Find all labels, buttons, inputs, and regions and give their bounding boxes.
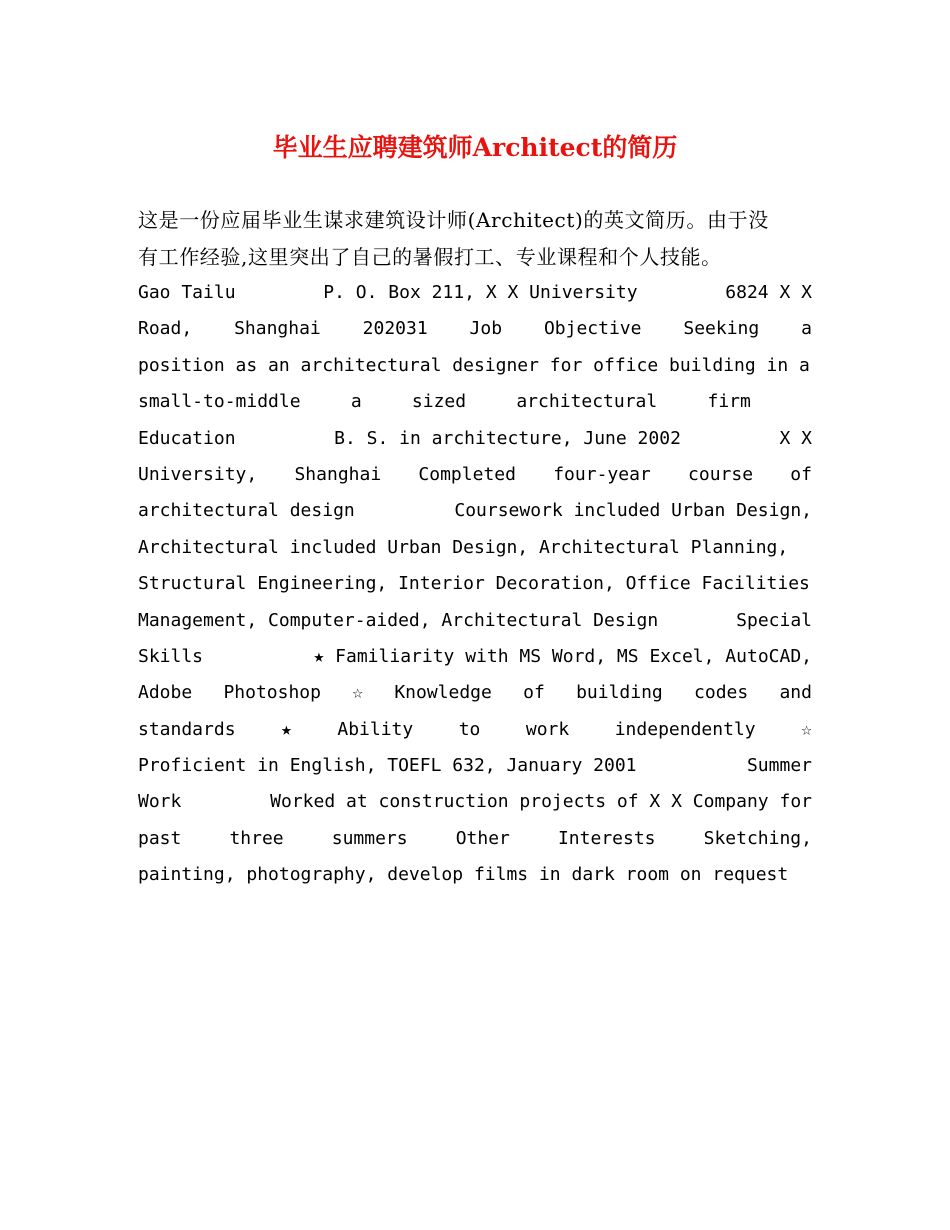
resume-segment: Sketching, <box>703 827 812 849</box>
resume-segment: three <box>229 827 284 849</box>
resume-segment <box>801 384 812 420</box>
resume-segment: position as an architectural designer for office building in a <box>138 354 810 376</box>
resume-segment: Road, <box>138 318 193 340</box>
resume-segment: codes <box>694 682 749 704</box>
resume-segment: Proficient in English, TOEFL 632, January 2001 <box>138 755 637 777</box>
resume-segment: 202031 <box>362 318 428 340</box>
resume-segment: Gao Tailu <box>138 282 236 303</box>
resume-line <box>138 275 812 311</box>
resume-segment: Photoshop <box>223 682 321 704</box>
resume-segment: X X <box>779 427 812 449</box>
resume-segment: summers <box>331 827 408 849</box>
document-body <box>138 202 812 894</box>
resume-segment: four-year <box>553 463 651 485</box>
resume-line <box>138 712 812 748</box>
resume-segment: Completed <box>418 463 516 485</box>
resume-segment: small-to-middle <box>138 391 301 413</box>
resume-line <box>138 639 812 675</box>
resume-segment: ★ Familiarity with MS Word, MS Excel, AutoCAD, <box>313 645 812 667</box>
resume-segment: course <box>688 463 754 485</box>
resume-line <box>138 748 812 784</box>
resume-segment: Other <box>455 827 510 849</box>
resume-segment: a <box>350 391 362 413</box>
resume-segment: Shanghai <box>294 463 382 485</box>
resume-segment: P. O. Box 211, X X University <box>323 282 638 303</box>
resume-line <box>138 857 812 893</box>
resume-segment: to <box>458 718 481 740</box>
intro-paragraph <box>138 202 812 275</box>
resume-segment: B. S. in architecture, June 2002 <box>334 427 681 449</box>
resume-segment: Interests <box>557 827 656 849</box>
resume-segment: Work <box>138 791 182 813</box>
resume-segment: ☆ <box>801 718 812 740</box>
resume-segment: ★ <box>281 718 292 740</box>
resume-line <box>138 566 812 602</box>
resume-segment: Management, Computer-aided, Architectural Design <box>138 609 659 631</box>
resume-line <box>138 311 812 347</box>
resume-segment: Structural Engineering, Interior Decoration, Office Facilities <box>138 573 810 595</box>
resume-segment: Adobe <box>138 682 193 704</box>
resume-segment: Special <box>736 609 812 631</box>
resume-segment: standards <box>138 718 236 740</box>
resume-segment: Objective <box>543 318 642 340</box>
resume-segment: Knowledge <box>394 682 492 704</box>
resume-segment: Seeking <box>683 318 760 340</box>
resume-segment: architectural design <box>138 500 355 522</box>
resume-segment: architectural <box>516 391 658 413</box>
resume-segment: Ability <box>337 718 414 740</box>
resume-segment: work <box>525 718 570 740</box>
resume-segment: of <box>790 463 812 485</box>
resume-segment: Shanghai <box>234 318 321 340</box>
resume-line <box>138 421 812 457</box>
resume-segment: painting, photography, develop films in dark room on request <box>138 864 789 886</box>
document-title: 毕业生应聘建筑师Architect的简历 <box>272 133 678 162</box>
resume-segment: building <box>576 682 663 704</box>
resume-segment: independently <box>614 718 756 740</box>
resume-segment: Worked at construction projects of X X Company for <box>270 791 812 813</box>
resume-segment: ☆ <box>352 682 364 704</box>
resume-line <box>138 675 812 711</box>
resume-segment: sized <box>411 391 467 413</box>
intro-line: 这是一份应届毕业生谋求建筑设计师(Architect)的英文简历。由于没 <box>138 208 769 232</box>
resume-segment: past <box>138 827 182 849</box>
resume-segment: University, <box>138 463 258 485</box>
resume-segment: Education <box>138 427 236 449</box>
resume-line <box>138 384 812 420</box>
resume-segment: Skills <box>138 645 204 667</box>
resume-line <box>138 821 812 857</box>
resume-line <box>138 784 812 820</box>
resume-segment: Coursework included Urban Design, <box>454 500 812 522</box>
resume-line <box>138 348 812 384</box>
resume-segment: Job <box>469 318 503 340</box>
resume-segment: 6824 X X <box>725 282 812 303</box>
resume-line <box>138 493 812 529</box>
resume-segment: firm <box>707 391 751 413</box>
resume-segment: a <box>801 318 812 340</box>
resume-line <box>138 530 812 566</box>
resume-segment: and <box>779 682 812 704</box>
resume-segment: of <box>523 682 545 704</box>
resume-line <box>138 457 812 493</box>
intro-line: 有工作经验,这里突出了自己的暑假打工、专业课程和个人技能。 <box>138 244 722 269</box>
resume-line <box>138 603 812 639</box>
resume-text <box>138 275 812 894</box>
resume-segment: Summer <box>746 755 812 777</box>
resume-segment: Architectural included Urban Design, Architectural Planning, <box>138 536 789 558</box>
